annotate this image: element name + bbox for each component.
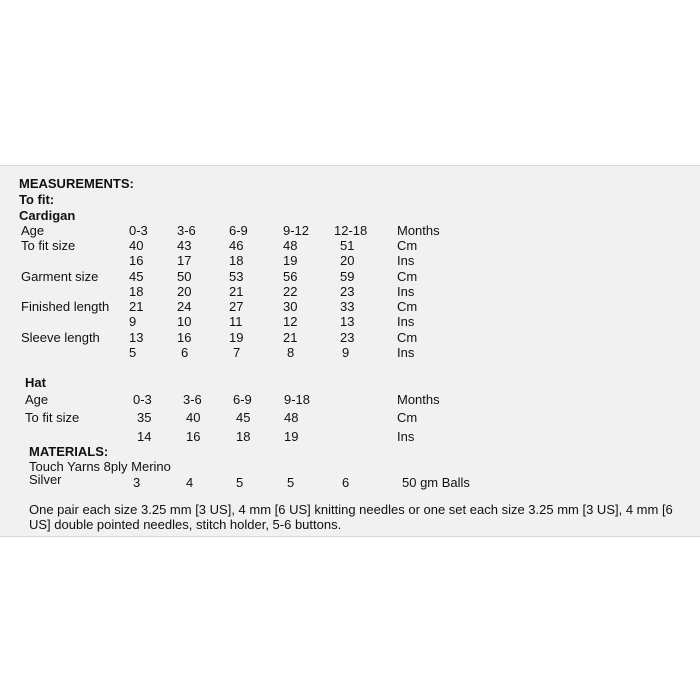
balls-cell: 5 [236, 475, 244, 490]
cardigan-cell: 23 [340, 330, 355, 345]
hat-cell: 14 [137, 429, 152, 444]
cardigan-row-label: Sleeve length [21, 330, 100, 345]
cardigan-unit: Ins [397, 284, 415, 299]
hat-cell: 48 [284, 410, 299, 425]
hat-row-label: To fit size [25, 410, 80, 425]
hat-cell: 0-3 [133, 392, 152, 407]
cardigan-cell: 3-6 [177, 223, 196, 238]
cardigan-cell: 45 [129, 269, 144, 284]
cardigan-unit: Months [397, 223, 440, 238]
cardigan-cell: 33 [340, 299, 355, 314]
measurements-heading: MEASUREMENTS: [19, 176, 134, 191]
balls-unit: 50 gm Balls [402, 475, 470, 490]
cardigan-cell: 6 [181, 345, 189, 360]
hat-cell: 18 [236, 429, 251, 444]
pattern-sheet [0, 165, 700, 537]
cardigan-cell: 12 [283, 314, 298, 329]
cardigan-cell: 9 [129, 314, 137, 329]
balls-cell: 3 [133, 475, 141, 490]
balls-cell: 5 [287, 475, 295, 490]
yarn-name: Touch Yarns 8ply Merino [29, 459, 171, 474]
cardigan-cell: 12-18 [334, 223, 368, 238]
cardigan-cell: 40 [129, 238, 144, 253]
cardigan-cell: 46 [229, 238, 244, 253]
cardigan-unit: Cm [397, 330, 418, 345]
hat-cell: 6-9 [233, 392, 252, 407]
cardigan-cell: 59 [340, 269, 355, 284]
cardigan-unit: Ins [397, 345, 415, 360]
balls-cell: 6 [342, 475, 350, 490]
needles-paragraph: One pair each size 3.25 mm [3 US], 4 mm [6 US] knitting needles or one set each size 3.25 mm [3 US], 4 mm [6 US] double pointed needles, stitch holder, 5-6 buttons. [29, 502, 673, 532]
hat-heading: Hat [25, 375, 46, 390]
colour-label: Silver [29, 472, 62, 487]
hat-row-label: Age [25, 392, 49, 407]
cardigan-cell: 16 [129, 253, 144, 268]
cardigan-cell: 24 [177, 299, 192, 314]
cardigan-cell: 18 [129, 284, 144, 299]
cardigan-cell: 5 [129, 345, 137, 360]
cardigan-cell: 22 [283, 284, 298, 299]
cardigan-row-label: Finished length [21, 299, 110, 314]
cardigan-cell: 19 [283, 253, 298, 268]
hat-cell: 19 [284, 429, 299, 444]
hat-cell: 3-6 [183, 392, 202, 407]
cardigan-cell: 11 [229, 314, 243, 329]
cardigan-cell: 7 [233, 345, 241, 360]
cardigan-cell: 56 [283, 269, 298, 284]
cardigan-cell: 18 [229, 253, 244, 268]
cardigan-row-label: To fit size [21, 238, 76, 253]
cardigan-unit: Ins [397, 253, 415, 268]
to-fit-heading: To fit: [19, 192, 55, 207]
cardigan-cell: 50 [177, 269, 192, 284]
cardigan-unit: Cm [397, 238, 418, 253]
cardigan-cell: 43 [177, 238, 192, 253]
cardigan-cell: 9-12 [283, 223, 310, 238]
cardigan-cell: 27 [229, 299, 244, 314]
cardigan-cell: 48 [283, 238, 298, 253]
hat-cell: 16 [186, 429, 201, 444]
hat-cell: 35 [137, 410, 152, 425]
cardigan-cell: 6-9 [229, 223, 248, 238]
hat-unit: Cm [397, 410, 418, 425]
materials-heading: MATERIALS: [29, 444, 109, 459]
hat-unit: Months [397, 392, 440, 407]
cardigan-cell: 23 [340, 284, 355, 299]
cardigan-cell: 10 [177, 314, 192, 329]
cardigan-cell: 21 [283, 330, 298, 345]
cardigan-heading: Cardigan [19, 208, 76, 223]
hat-cell: 40 [186, 410, 201, 425]
cardigan-cell: 13 [340, 314, 355, 329]
cardigan-cell: 9 [342, 345, 350, 360]
balls-cell: 4 [186, 475, 194, 490]
cardigan-unit: Cm [397, 299, 418, 314]
cardigan-row-label: Garment size [21, 269, 99, 284]
cardigan-cell: 19 [229, 330, 244, 345]
cardigan-cell: 53 [229, 269, 244, 284]
cardigan-cell: 30 [283, 299, 298, 314]
hat-cell: 9-18 [284, 392, 311, 407]
cardigan-cell: 20 [177, 284, 192, 299]
cardigan-unit: Cm [397, 269, 418, 284]
cardigan-cell: 20 [340, 253, 355, 268]
cardigan-cell: 21 [229, 284, 244, 299]
cardigan-cell: 16 [177, 330, 192, 345]
cardigan-cell: 51 [340, 238, 355, 253]
hat-unit: Ins [397, 429, 415, 444]
cardigan-cell: 8 [287, 345, 295, 360]
hat-cell: 45 [236, 410, 251, 425]
cardigan-unit: Ins [397, 314, 415, 329]
cardigan-cell: 17 [177, 253, 192, 268]
cardigan-cell: 21 [129, 299, 144, 314]
cardigan-cell: 13 [129, 330, 144, 345]
cardigan-row-label: Age [21, 223, 45, 238]
cardigan-cell: 0-3 [129, 223, 148, 238]
